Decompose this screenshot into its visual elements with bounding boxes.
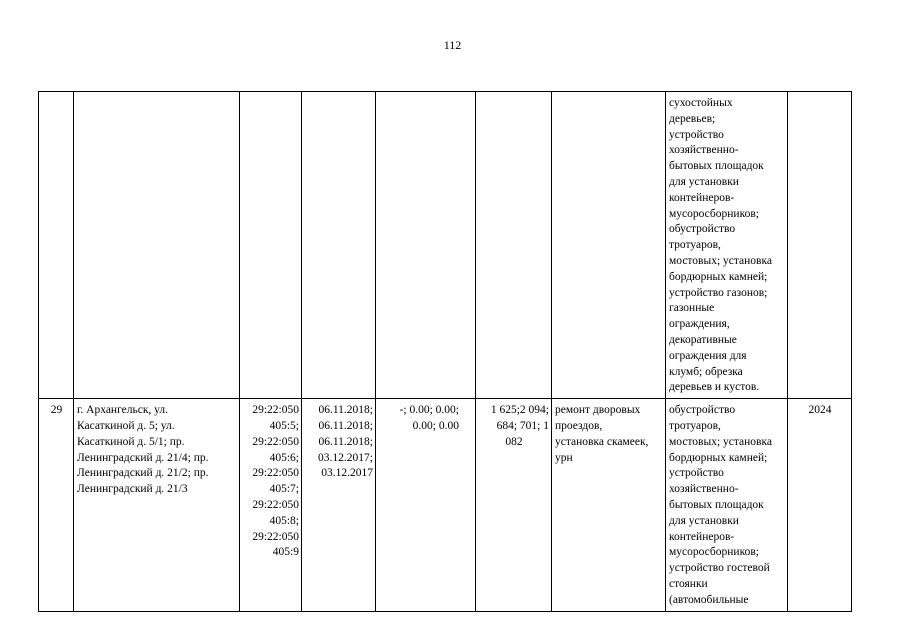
cell-values xyxy=(376,399,476,611)
cadastral-line: 29:22:050 xyxy=(252,498,299,511)
page-number: 112 xyxy=(443,38,462,52)
date-line: 06.11.2018; xyxy=(318,419,373,432)
document-table xyxy=(38,91,852,612)
cadastral-line: 29:22:050 xyxy=(252,435,299,448)
cadastral-line: 405:6; xyxy=(269,451,299,464)
works-line: хозяйственно- xyxy=(669,144,739,157)
cadastral-line: 29:22:050 xyxy=(252,530,299,543)
table-row-continuation xyxy=(39,92,852,399)
cadastral-line: 405:5; xyxy=(269,419,299,432)
address-line: Касаткиной д. 5/1; пр. xyxy=(77,435,185,448)
cell-cadastral xyxy=(240,399,302,611)
address-line: Ленинградский д. 21/3 xyxy=(77,483,188,496)
cell-repair xyxy=(552,399,666,611)
works-line: бордюрных камней; xyxy=(669,270,768,283)
works-line: деревьев и кустов. xyxy=(669,381,760,394)
works-line: хозяйственно- xyxy=(669,483,739,496)
table-row-29 xyxy=(39,399,852,611)
works-line: ограждения, xyxy=(669,318,730,331)
cell-year xyxy=(788,92,852,399)
cell-works xyxy=(666,399,788,611)
cadastral-line: 29:22:050 xyxy=(252,404,299,417)
value-line: 0.00; 0.00 xyxy=(412,419,459,432)
value-line: -; 0.00; 0.00; xyxy=(399,404,459,417)
works-line: бордюрных камней; xyxy=(669,451,768,464)
date-line: 06.11.2018; xyxy=(318,435,373,448)
cell-areas xyxy=(476,399,552,611)
address-line: Ленинградский д. 21/2; пр. xyxy=(77,467,209,480)
area-line: 1 625;2 094; xyxy=(490,404,549,417)
cell-values xyxy=(376,92,476,399)
works-line: для установки xyxy=(669,514,739,527)
date-line: 03.12.2017 xyxy=(321,467,373,480)
works-line: бытовых площадок xyxy=(669,498,764,511)
works-line: обустройство xyxy=(669,223,736,236)
row-number: 29 xyxy=(50,404,63,417)
area-line: 082 xyxy=(505,435,523,448)
date-line: 03.12.2017; xyxy=(318,451,373,464)
address-line: Ленинградский д. 21/4; пр. xyxy=(77,451,209,464)
repair-line: ремонт дворовых xyxy=(555,404,641,417)
works-line: стоянки xyxy=(669,577,708,590)
works-line: клумб; обрезка xyxy=(669,365,743,378)
date-line: 06.11.2018; xyxy=(318,404,373,417)
cadastral-line: 405:8; xyxy=(269,514,299,527)
cell-repair xyxy=(552,92,666,399)
cadastral-line: 405:9 xyxy=(272,546,299,559)
year-value: 2024 xyxy=(808,404,832,417)
works-line: декоративные xyxy=(669,333,737,346)
works-line: обустройство xyxy=(669,404,736,417)
works-line: ограждения для xyxy=(669,349,747,362)
cell-year xyxy=(788,399,852,611)
cell-number xyxy=(39,92,74,399)
repair-line: урн xyxy=(555,451,573,464)
works-line: мусоросборников; xyxy=(669,207,759,220)
works-line: деревьев; xyxy=(669,112,716,125)
address-line: г. Архангельск, ул. xyxy=(77,404,169,417)
cadastral-line: 405:7; xyxy=(269,483,299,496)
works-line: устройство гостевой xyxy=(669,562,770,575)
works-line: для установки xyxy=(669,175,739,188)
works-line: контейнеров- xyxy=(669,530,735,543)
works-line: мусоросборников; xyxy=(669,546,759,559)
works-line: (автомобильные xyxy=(669,593,749,606)
works-line: газонные xyxy=(669,302,715,315)
cell-cadastral xyxy=(240,92,302,399)
works-line: тротуаров, xyxy=(669,419,721,432)
works-line: мостовых; установка xyxy=(669,254,772,267)
works-line: устройство xyxy=(669,467,724,480)
works-line: устройство газонов; xyxy=(669,286,768,299)
repair-line: установка скамеек, xyxy=(555,435,649,448)
address-line: Касаткиной д. 5; ул. xyxy=(77,419,175,432)
works-line: мостовых; установка xyxy=(669,435,772,448)
repair-line: проездов, xyxy=(555,419,603,432)
cell-address xyxy=(74,92,240,399)
cell-dates xyxy=(302,399,376,611)
cell-number xyxy=(39,399,74,611)
works-line: устройство xyxy=(669,128,724,141)
cadastral-line: 29:22:050 xyxy=(252,467,299,480)
cell-works xyxy=(666,92,788,399)
works-line: бытовых площадок xyxy=(669,160,764,173)
cell-address xyxy=(74,399,240,611)
works-line: контейнеров- xyxy=(669,191,735,204)
cell-dates xyxy=(302,92,376,399)
works-line: тротуаров, xyxy=(669,239,721,252)
area-line: 684; 701; 1 xyxy=(496,419,549,432)
works-line: сухостойных xyxy=(669,97,733,109)
cell-areas xyxy=(476,92,552,399)
